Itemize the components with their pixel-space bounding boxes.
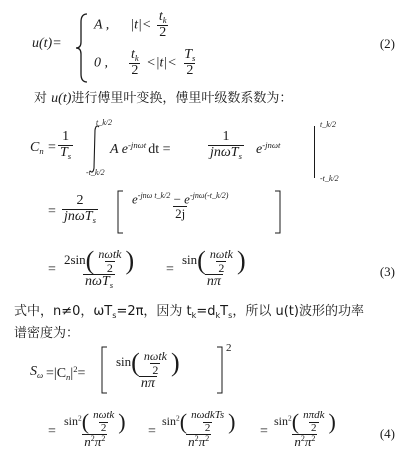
eq2-case2-fraction-2: $\frac{T_s}{2}$ [184,47,196,79]
right-bracket-icon [216,346,224,394]
equation-number-4: (4) [379,426,395,441]
left-bracket-icon [116,190,124,234]
eq2-case2 [94,48,199,79]
text-paragraph-1: 对 u(t)进行傅里叶变换，傅里叶级数系数为： [34,91,293,106]
eq4-fraction-a: $\sin^2$( $\frac{\text{nωtk}}{2}$ ) $n^2\pi^2$ [64,409,126,450]
cn2-inner-fraction: $e^{-jn\omega t\_k/2} - e^{-jn\omega(-t\_k/2)}$ 2j [132,191,229,222]
integrand: A $e^{-jn\omega t}$ dt = [110,140,171,158]
eq2-case1-den: 2 [159,25,167,41]
eq2-case2-value: 0 , [94,55,108,71]
s-omega-power: 2 [226,342,232,354]
eval-lower-limit: -t_k/2 [320,174,339,183]
integral-upper-limit: t_k/2 [96,118,112,127]
cn-fraction-2: 1 jnωT$_s$ [210,129,242,161]
equation-number-2: (2) [379,36,395,51]
eq2-case1-condition: |t|< [130,17,152,33]
evaluation-bar [314,126,315,178]
eval-upper-limit: t_k/2 [320,120,336,129]
eq3-fraction-b: sin( $\frac{\text{nωtk}}{2}$ ) nπ [182,246,246,290]
eq2-case2-mid: <|t|< [146,55,177,71]
cn-exponential: $e^{-jn\omega t}$ [256,140,281,158]
cn-lhs: $C_n$ [30,140,44,157]
equation-cn-integral: $C_n$ = $\frac{1}{T_s}$ t_k/2 -t_k/2 A $e^{-jn\omega t}$ dt = 1 jnωT$_s$ $e^{-jn\omega t}$ t_k/2 -t_k/2 [30,118,339,183]
equation-number-3: (3) [379,264,395,279]
eq2-case2-fraction-1: $\frac{t_k}{2}$ [131,47,139,79]
text-paragraph-2: 式中，n≠0，$\omega T_s=2\pi$，因为 $t_k=d_kT_s$，所以 u(t)波形的功率 [14,304,364,320]
right-bracket-icon [274,190,282,234]
text-paragraph-2-line-2: 谱密度为： [14,326,80,341]
eq2-case1 [94,10,171,41]
equation-3: = 2sin( $\frac{\text{nωtk}}{2}$ ) nωT$_s$ = sin( $\frac{\text{nωtk}}{2}$ ) nπ [48,246,246,291]
eq2-case1-fraction: $\frac{t_k}{2}$ [158,9,167,41]
integral-lower-limit: -t_k/2 [86,168,105,177]
cn-fraction-1: $\frac{1}{T_s}$ [60,129,72,161]
eq2-lhs: u(t)= [32,36,62,51]
eq4-fraction-b: $\sin^2$( $\frac{\text{nωdkTs}}{2}$ ) $n^2\pi^2$ [162,409,236,450]
equation-4: = $\sin^2$( $\frac{\text{nωtk}}{2}$ ) $n^2\pi^2$ = $\sin^2$( $\frac{\text{nωdkTs}}{2}$ ) $n^2\pi^2$ = $\sin^2$( $\frac{\text{nπdk}}{2}$ ) $n^2\pi^2$ [48,409,336,450]
piecewise-brace-icon [75,12,89,84]
equation-cn-expanded: = 2 jnωT$_s$ $e^{-jn\omega t\_k/2} - e^{-jn\omega(-t\_k/2)}$ 2j [48,190,348,236]
cn2-prefactor: 2 jnωT$_s$ [64,193,96,225]
eq2-case1-value: A , [94,17,110,33]
eq4-fraction-c: $\sin^2$( $\frac{\text{nπdk}}{2}$ ) $n^2\pi^2$ [274,409,336,450]
eq3-fraction-a: 2sin( $\frac{\text{nωtk}}{2}$ ) nωT$_s$ [64,246,135,291]
left-bracket-icon [100,346,108,394]
eq2-case1-num: t [158,9,163,24]
s-omega-fraction: sin( $\frac{\text{nωtk}}{2}$ ) nπ [116,348,180,392]
integral-sign-icon [88,124,102,174]
equation-s-omega: $S_\omega$ $=|C_n|^2=$ sin( $\frac{\text{nωtk}}{2}$ ) nπ 2 [30,346,290,398]
